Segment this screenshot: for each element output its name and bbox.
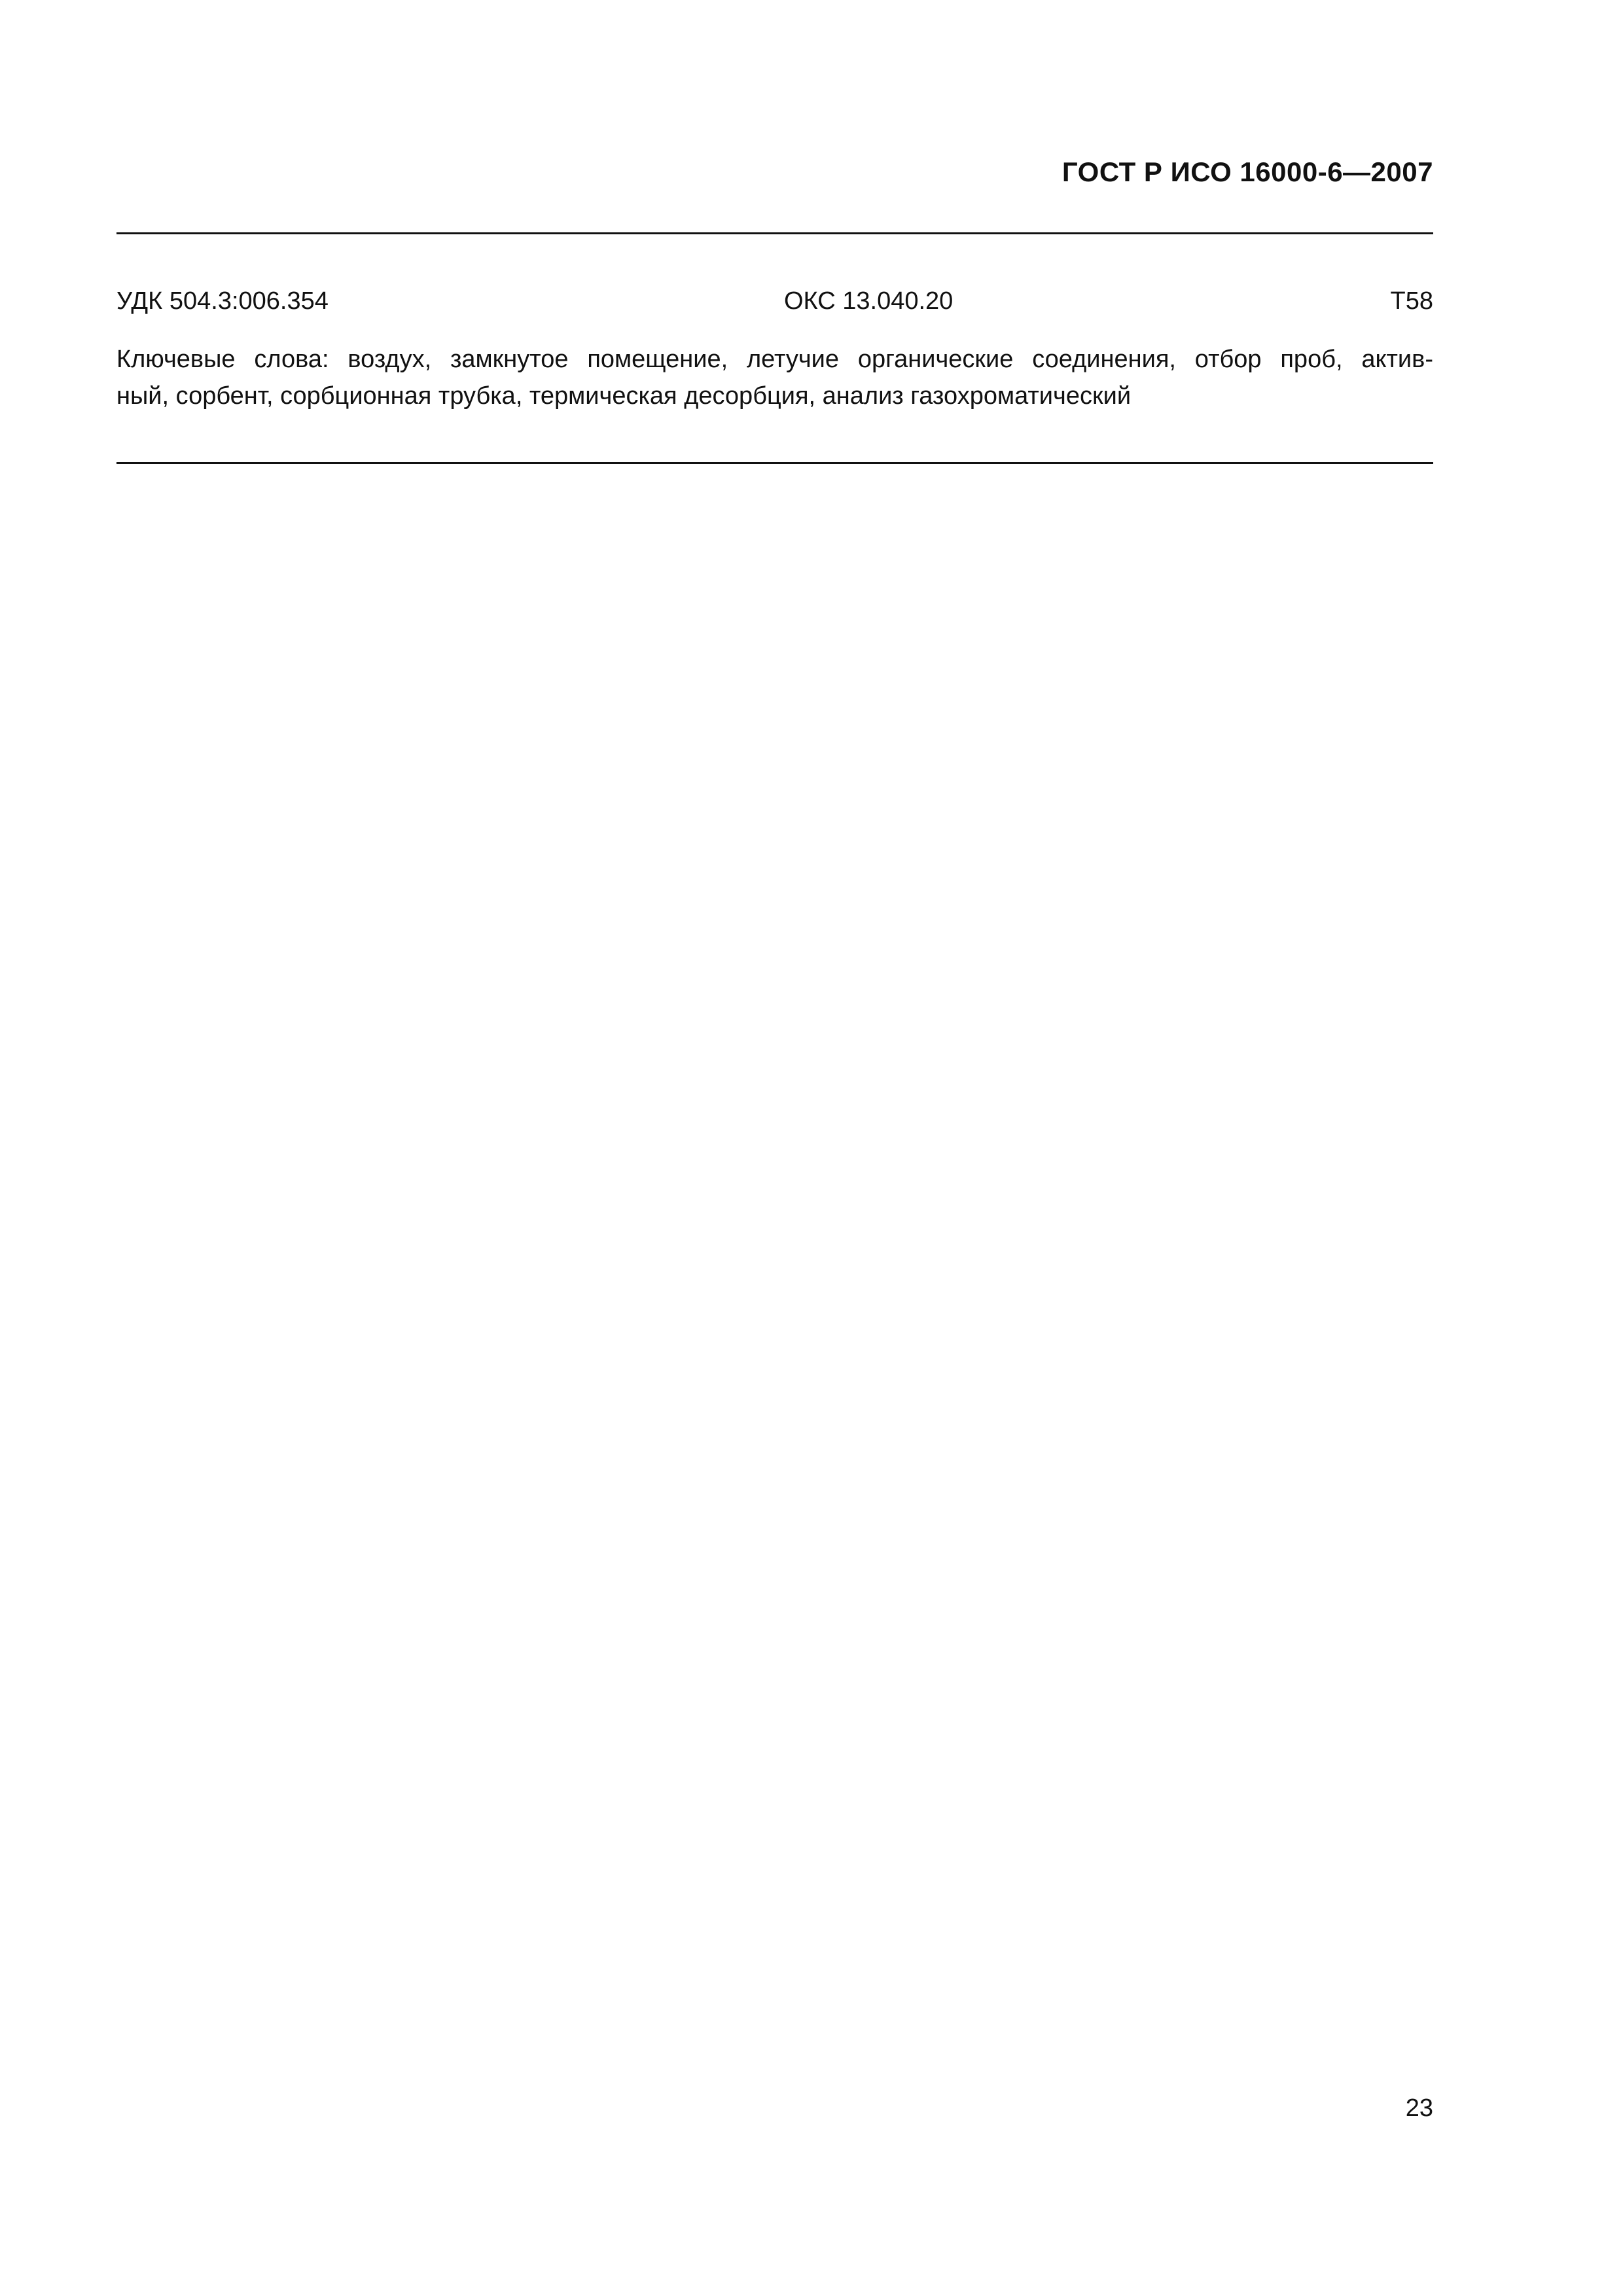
keywords-paragraph — [116, 341, 1433, 414]
keywords-line-1: Ключевые слова: воздух, замкнутое помещение, летучие органические соединения, отбор проб, актив- — [116, 346, 1433, 373]
udk-code: УДК 504.3:006.354 — [116, 287, 329, 315]
keywords-line-2: ный, сорбент, сорбционная трубка, термическая десорбция, анализ газохроматический — [116, 382, 1132, 410]
bottom-divider — [116, 462, 1433, 464]
top-divider — [116, 232, 1433, 234]
page-number: 23 — [1405, 2094, 1433, 2122]
group-code: Т58 — [1390, 287, 1433, 315]
classification-row — [116, 283, 1433, 319]
document-code: ГОСТ Р ИСО 16000-6—2007 — [1061, 156, 1433, 187]
oks-code: ОКС 13.040.20 — [784, 287, 954, 315]
